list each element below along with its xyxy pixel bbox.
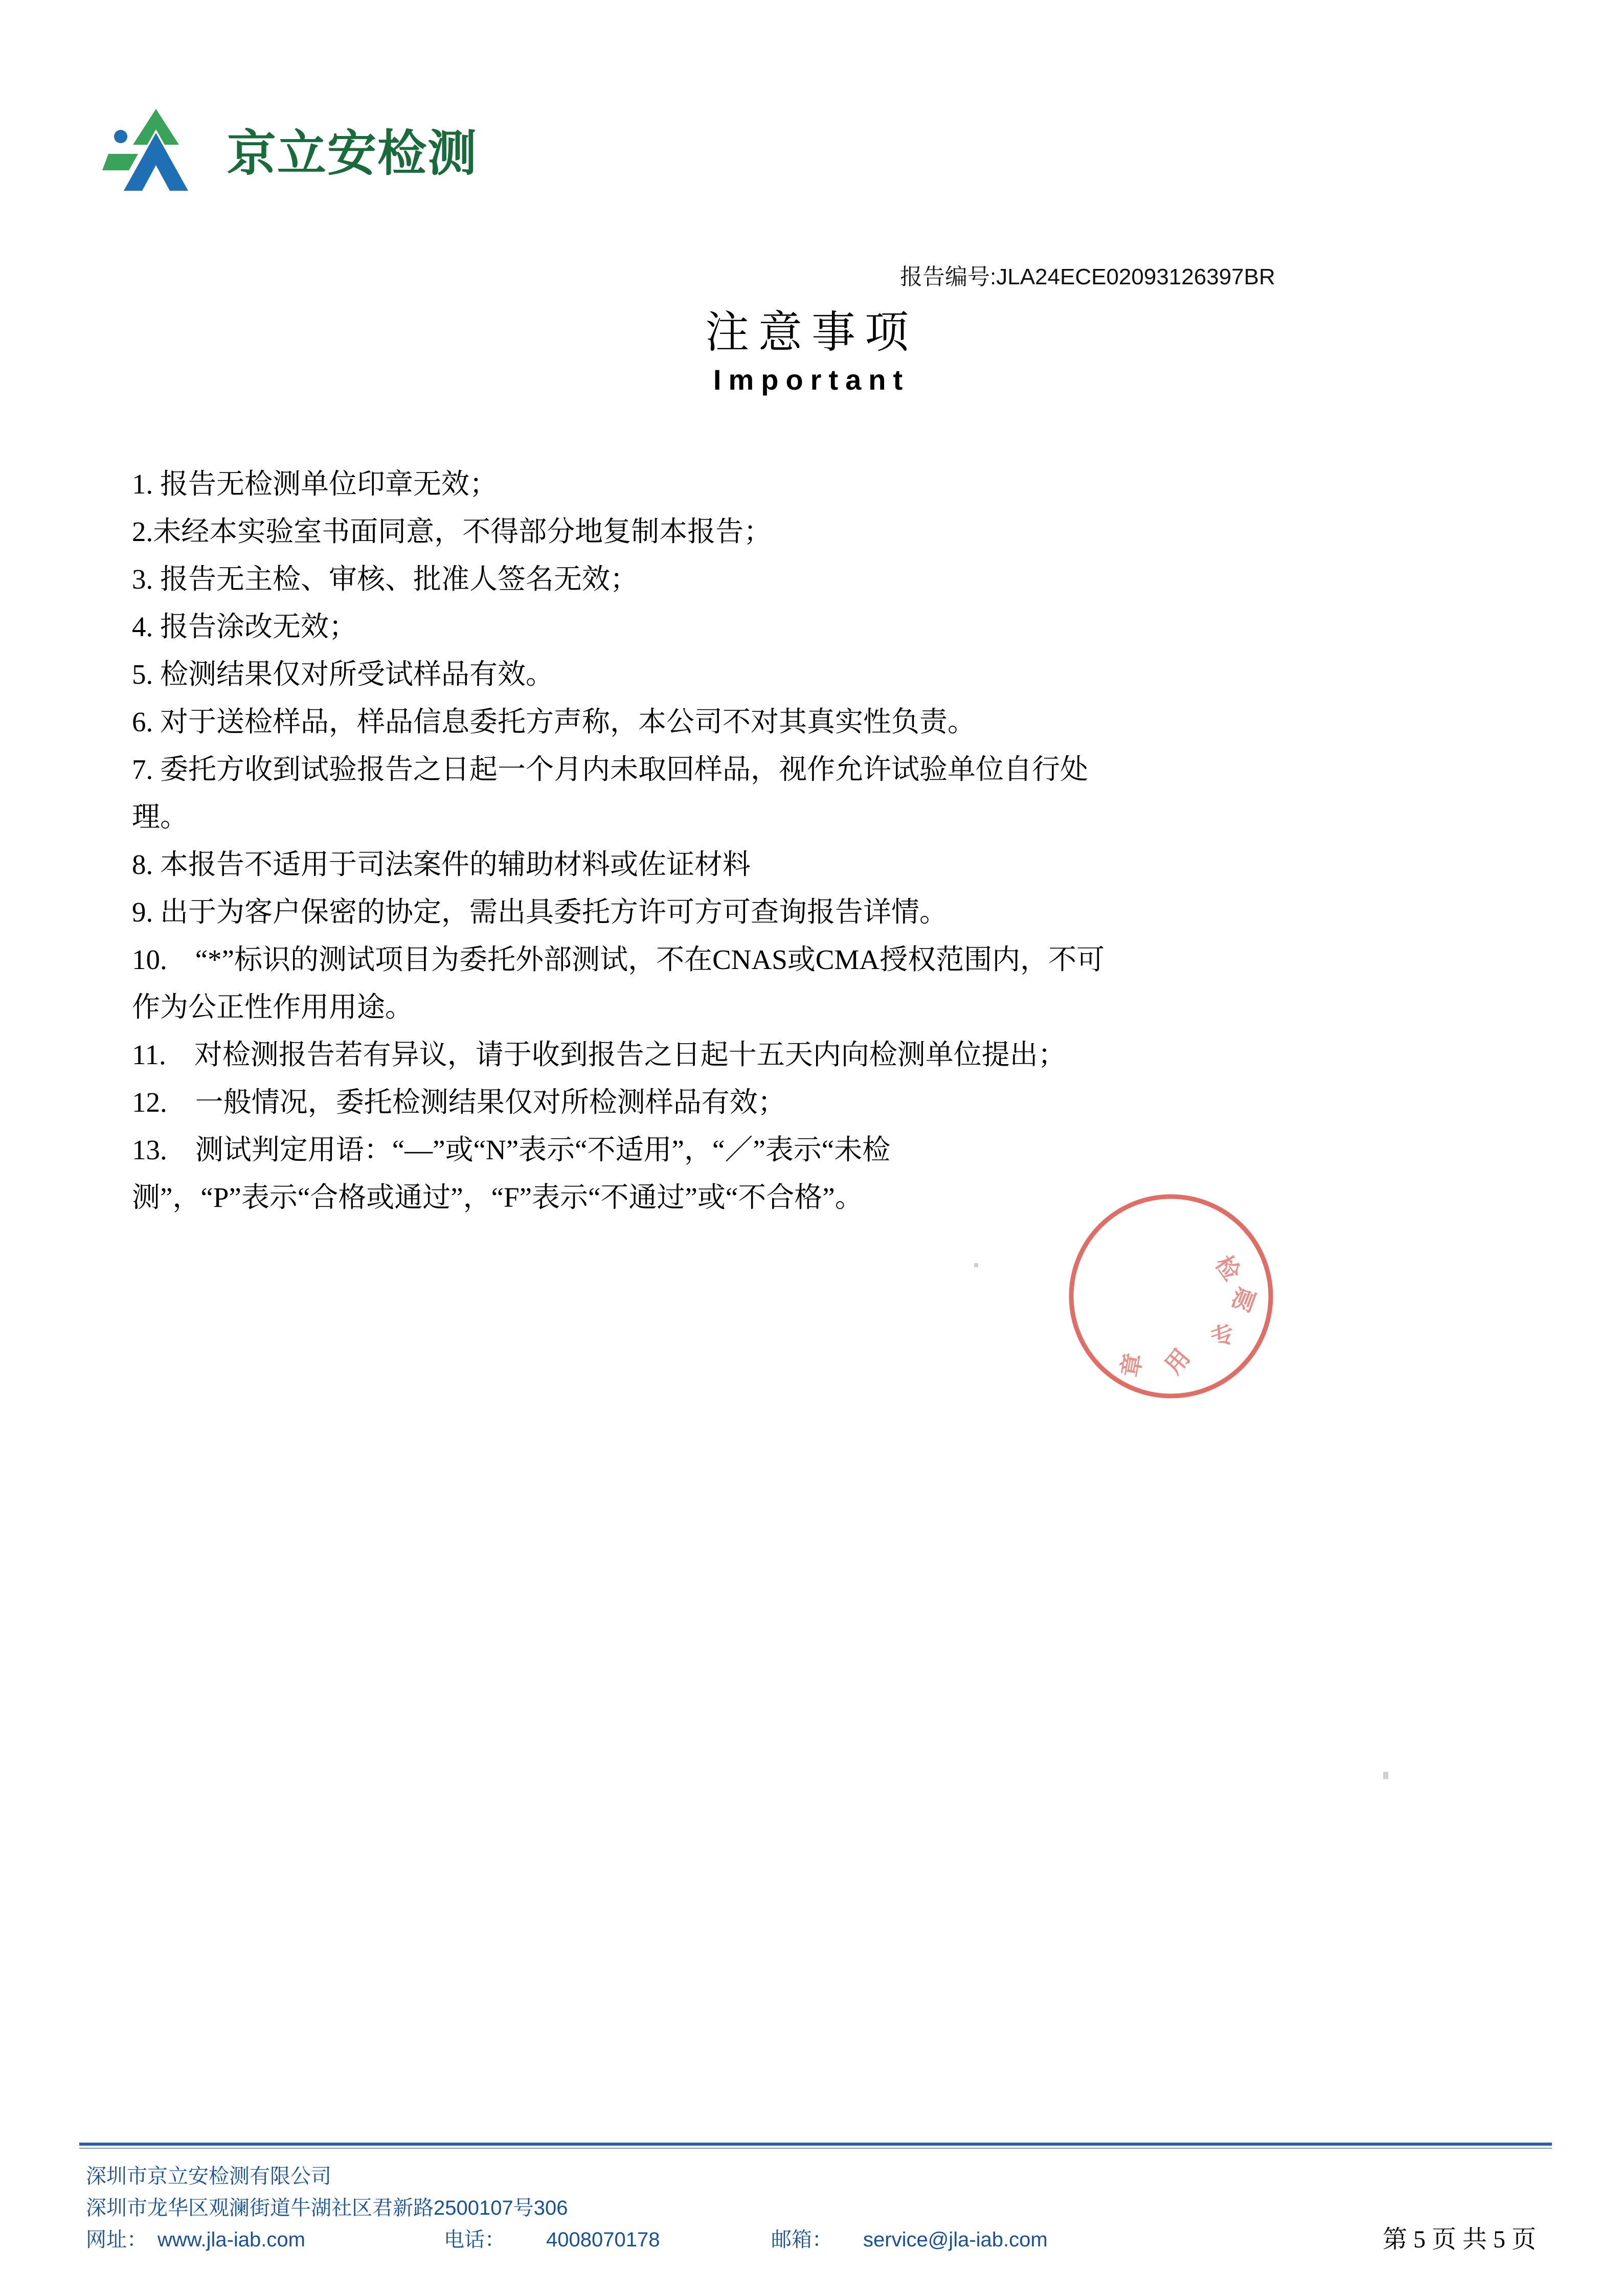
note-item: 13. 测试判定用语：“—”或“N”表示“不适用”，“／”表示“未检 (132, 1134, 891, 1165)
page-title-cn: 注意事项 (705, 308, 918, 357)
note-item: 12. 一般情况，委托检测结果仅对所检测样品有效； (132, 1087, 786, 1118)
note-item: 3. 报告无主检、审核、批准人签名无效； (132, 564, 639, 595)
note-item: 5. 检测结果仅对所受试样品有效。 (132, 659, 554, 690)
company-logo-text: 京立安检测 (227, 126, 478, 181)
note-item: 11. 对检测报告若有异议，请于收到报告之日起十五天内向检测单位提出； (132, 1039, 1066, 1070)
note-item: 2.未经本实验室书面同意，不得部分地复制本报告； (132, 516, 772, 547)
svg-text:专: 专 (1207, 1319, 1238, 1353)
footer-contact-row (86, 2224, 1364, 2256)
svg-text:检: 检 (1210, 1251, 1245, 1286)
note-item: 6. 对于送检样品，样品信息委托方声称，本公司不对其真实性负责。 (132, 706, 976, 737)
footer-email[interactable]: service@jla-iab.com (863, 2229, 1048, 2251)
note-item: 8. 本报告不适用于司法案件的辅助材料或佐证材料 (132, 849, 751, 880)
footer-divider-secondary (79, 2148, 1552, 2149)
note-item-continued: 作为公正性作用用途。 (132, 992, 414, 1023)
svg-text:章: 章 (1117, 1351, 1147, 1379)
note-item-continued: 理。 (132, 801, 189, 832)
scan-speck (974, 1263, 978, 1267)
footer-address: 深圳市龙华区观澜街道牛湖社区君新路2500107号306 (86, 2197, 568, 2219)
footer-company: 深圳市京立安检测有限公司 (86, 2165, 331, 2188)
scan-speck (1383, 1772, 1388, 1779)
note-item: 4. 报告涂改无效； (132, 611, 357, 642)
footer-website[interactable]: www.jla-iab.com (157, 2229, 305, 2251)
company-logo (102, 105, 478, 194)
note-item: 7. 委托方收到试验报告之日起一个月内未取回样品，视作允许试验单位自行处 (132, 754, 1089, 785)
jla-logo-icon (102, 105, 210, 194)
note-item: 10. “*”标识的测试项目为委托外部测试，不在CNAS或CMA授权范围内，不可 (132, 944, 1105, 975)
svg-text:用: 用 (1160, 1344, 1196, 1379)
footer-phone-label: 电话： (444, 2229, 505, 2251)
footer-website-label: 网址： (86, 2229, 147, 2251)
note-item: 9. 出于为客户保密的协定，需出具委托方许可方可查询报告详情。 (132, 896, 948, 928)
footer-phone: 4008070178 (546, 2229, 660, 2251)
svg-text:测: 测 (1228, 1284, 1259, 1317)
note-item-continued: 测”，“P”表示“合格或通过”，“F”表示“不通过”或“不合格”。 (132, 1182, 863, 1213)
page-number: 第 5 页 共 5 页 (1382, 2226, 1536, 2253)
note-item: 1. 报告无检测单位印章无效； (132, 468, 498, 500)
footer-email-label: 邮箱： (771, 2229, 832, 2251)
report-number: 报告编号:JLA24ECE02093126397BR (900, 264, 1275, 289)
footer (86, 2160, 1364, 2256)
notes-list (132, 460, 1502, 1221)
footer-divider (79, 2143, 1552, 2146)
page-title-en: Important (713, 364, 910, 396)
